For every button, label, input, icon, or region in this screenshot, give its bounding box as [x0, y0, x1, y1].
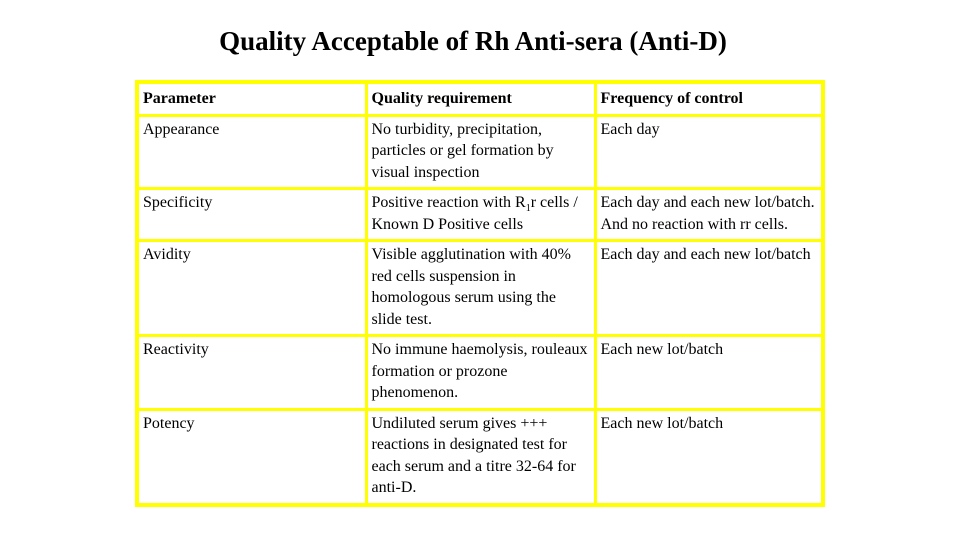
table-row	[137, 241, 823, 336]
frequency-cell: Each day and each new lot/batch	[595, 241, 823, 336]
parameter-cell: Appearance	[137, 115, 366, 189]
header-frequency-of-control: Frequency of control	[595, 82, 823, 115]
header-quality-requirement: Quality requirement	[366, 82, 595, 115]
parameter-cell: Avidity	[137, 241, 366, 336]
requirement-cell: Visible agglutination with 40% red cells suspension in homologous serum using the slide test.	[366, 241, 595, 336]
page-title: Quality Acceptable of Rh Anti-sera (Anti-D)	[219, 26, 727, 56]
requirement-prefix: Positive reaction with R	[371, 194, 526, 211]
frequency-cell: Each day	[595, 115, 823, 189]
parameter-cell: Potency	[137, 409, 366, 505]
table-row	[137, 336, 823, 410]
table-header-row	[137, 82, 823, 115]
parameter-cell: Specificity	[137, 189, 366, 241]
table-row	[137, 115, 823, 189]
header-parameter: Parameter	[137, 82, 366, 115]
frequency-cell: Each new lot/batch	[595, 336, 823, 410]
table-row	[137, 189, 823, 241]
requirement-cell	[366, 189, 595, 241]
requirement-cell: Undiluted serum gives +++ reactions in designated test for each serum and a titre 32-64 for anti-D.	[366, 409, 595, 505]
frequency-cell: Each day and each new lot/batch. And no reaction with rr cells.	[595, 189, 823, 241]
parameter-cell: Reactivity	[137, 336, 366, 410]
requirement-cell: No turbidity, precipitation, particles or gel formation by visual inspection	[366, 115, 595, 189]
frequency-cell: Each new lot/batch	[595, 409, 823, 505]
requirement-subscript: 1	[525, 203, 531, 215]
quality-table	[135, 80, 825, 507]
requirement-suffix: r cells / Known D Positive cells	[371, 194, 578, 233]
table-row	[137, 409, 823, 505]
requirement-cell: No immune haemolysis, rouleaux formation or prozone phenomenon.	[366, 336, 595, 410]
